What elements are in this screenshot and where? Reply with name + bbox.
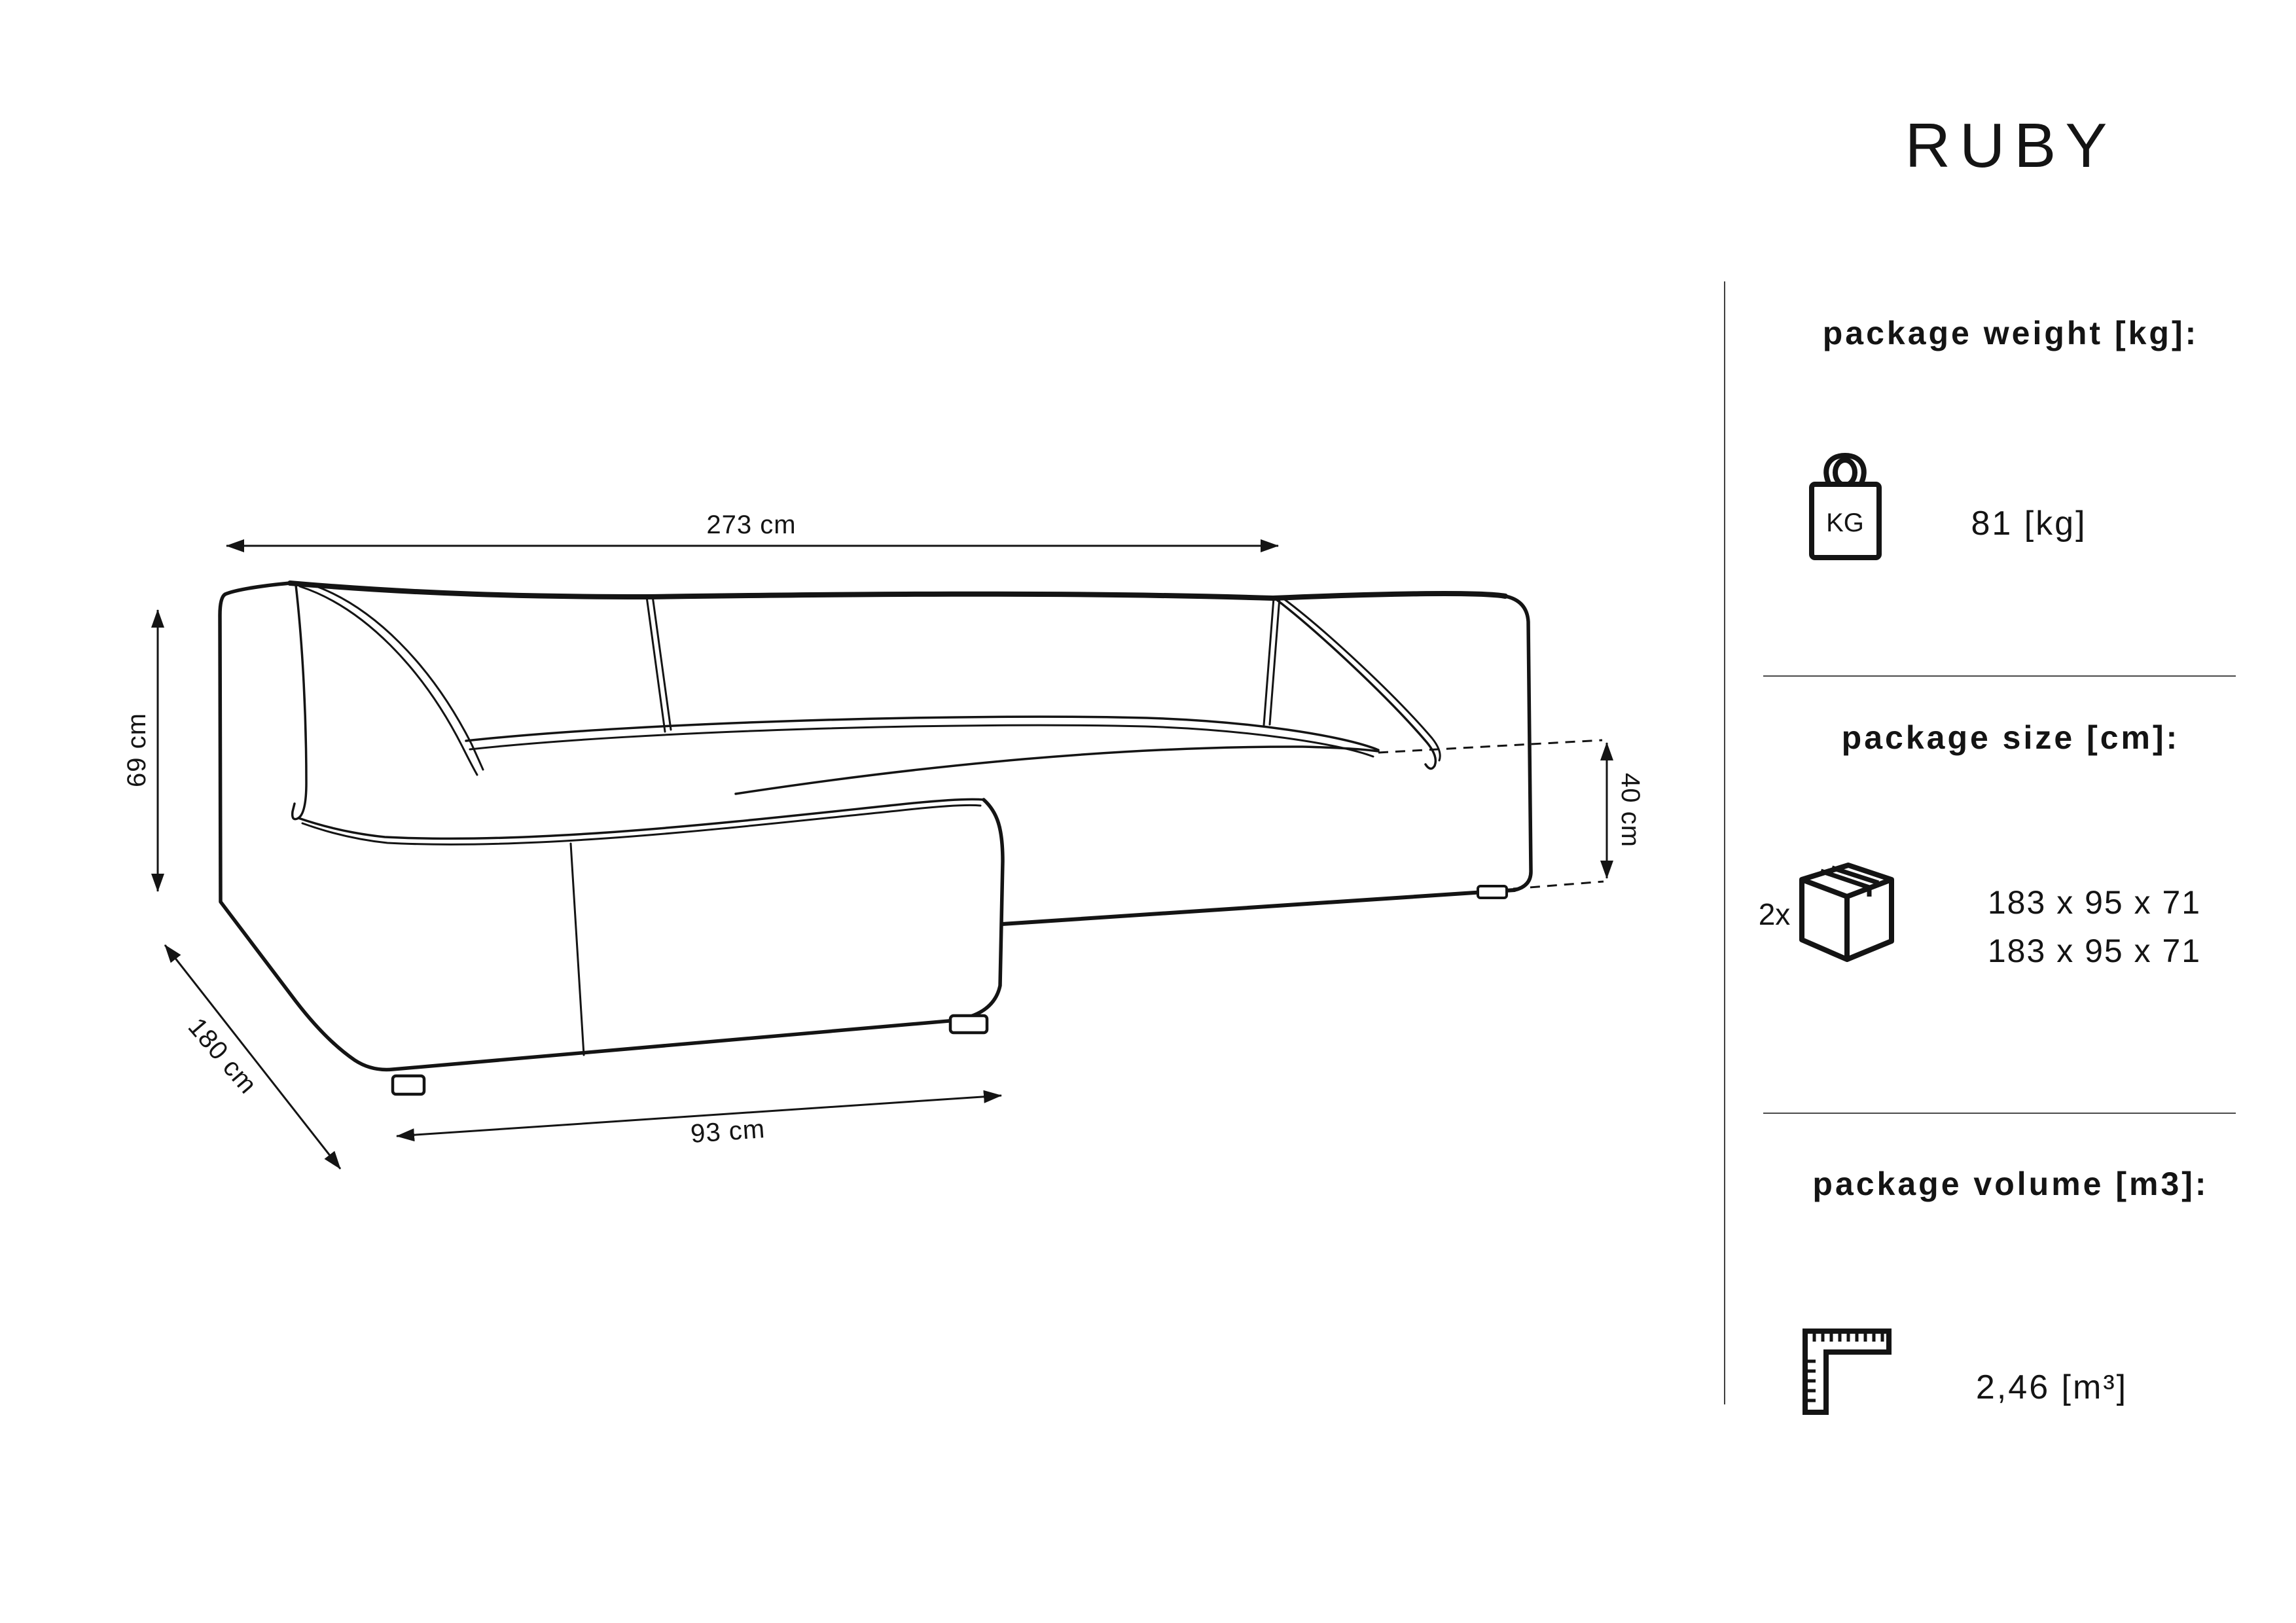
sofa-foot — [393, 1076, 424, 1094]
sofa-back-top-edge — [290, 583, 1505, 598]
sofa-left-chaise-silhouette — [220, 583, 1003, 1069]
dimension-labels — [122, 510, 1645, 1149]
weight-section-heading: package weight [kg]: — [1822, 315, 2199, 351]
sofa-right-side — [1505, 596, 1531, 890]
size-value-line: 183 x 95 x 71 — [1987, 884, 2202, 921]
dim-chaise-label: 93 cm — [689, 1115, 766, 1149]
package-quantity: 2x — [1758, 897, 1791, 931]
dim-dashed-line-top — [1378, 740, 1602, 753]
kg-icon-label: KG — [1826, 508, 1864, 537]
page-title: RUBY — [1905, 111, 2117, 181]
weight-value: 81 [kg] — [1971, 505, 2087, 543]
vertical-divider — [1724, 281, 1725, 1404]
dim-depth-label: 180 cm — [182, 1012, 263, 1099]
package-box-icon — [1799, 863, 1895, 962]
sofa-bottom-edge — [1002, 890, 1515, 924]
sofa-foot — [950, 1016, 987, 1033]
dimension-annotations — [158, 546, 1607, 1169]
dim-depth-arrow — [165, 945, 340, 1169]
sofa-arm-crease — [293, 585, 306, 819]
dim-height-label: 69 cm — [122, 713, 151, 787]
sofa-outline — [220, 583, 1531, 1094]
volume-value: 2,46 [m³] — [1975, 1368, 2128, 1406]
volume-section-heading: package volume [m3]: — [1812, 1166, 2209, 1202]
sofa-foot — [1478, 886, 1507, 898]
size-value-line: 183 x 95 x 71 — [1987, 933, 2202, 969]
section-divider — [1763, 675, 2236, 677]
size-values — [1957, 878, 2232, 975]
kg-weight-bag-icon — [1808, 450, 1883, 563]
size-section-heading: package size [cm]: — [1841, 719, 2180, 756]
ruler-square-icon — [1801, 1323, 1893, 1416]
dim-seat-height-label: 40 cm — [1616, 773, 1645, 847]
section-divider — [1763, 1113, 2236, 1114]
dim-width-label: 273 cm — [706, 510, 797, 539]
